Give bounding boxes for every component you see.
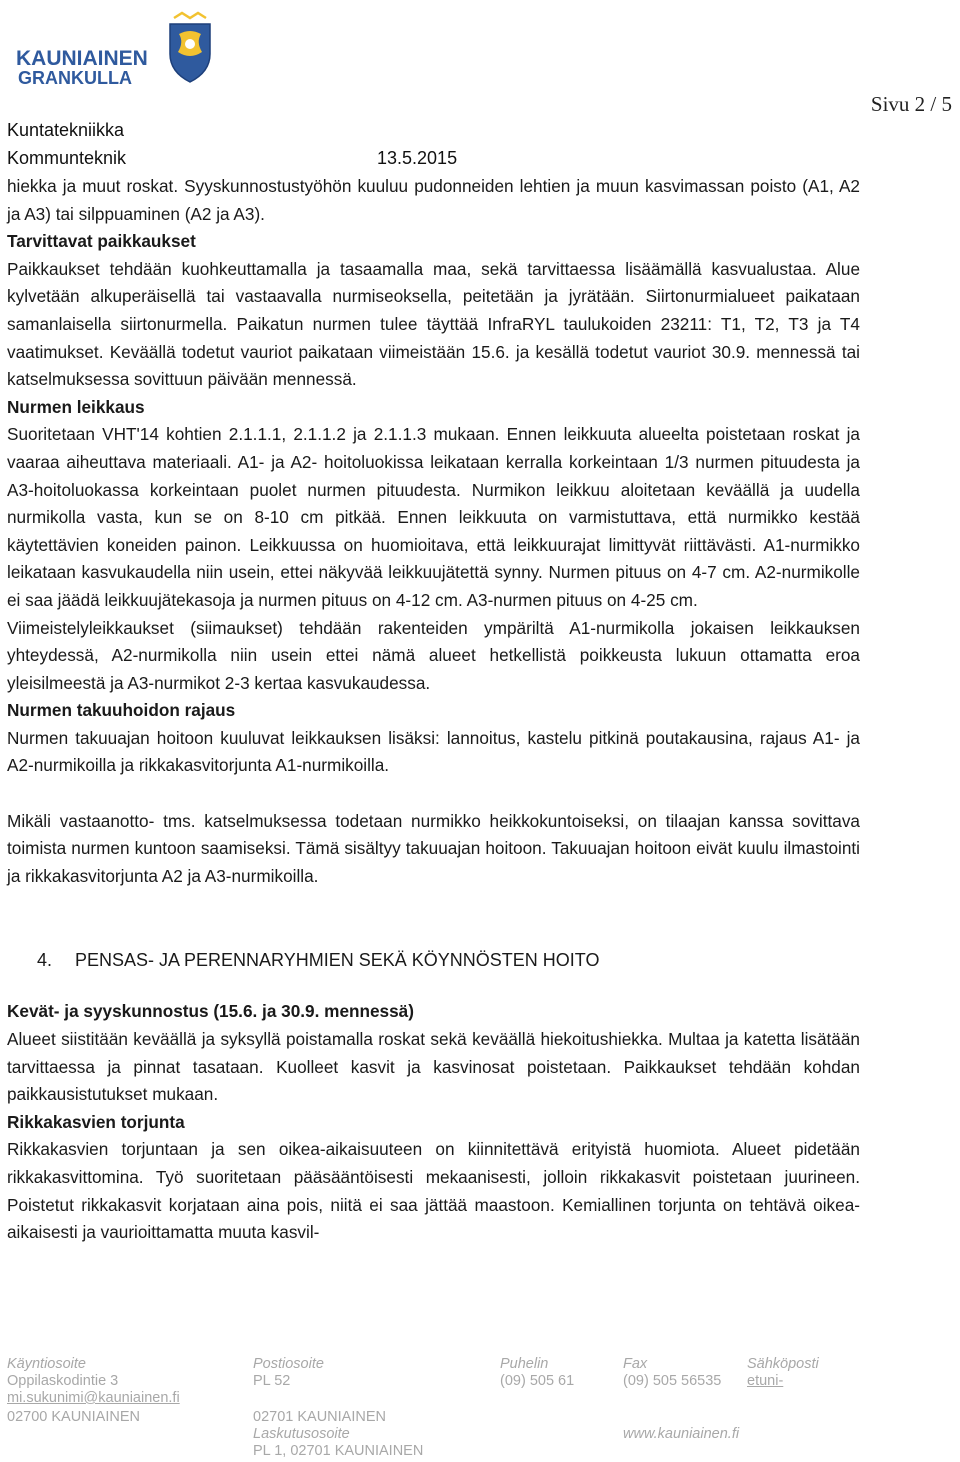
footer-fax-label: Fax: [623, 1356, 648, 1372]
heading-weed-control: Rikkakasvien torjunta: [7, 1111, 185, 1132]
footer-post-box: PL 52: [253, 1373, 291, 1389]
logo-text-line1: KAUNIAINEN: [16, 47, 148, 70]
header-department-fi: Kuntatekniikka: [7, 120, 125, 140]
header-department-sv-row: [7, 148, 458, 169]
section-title: PENSAS- JA PERENNARYHMIEN SEKÄ KÖYNNÖSTEN HOITO: [75, 950, 600, 971]
paragraph-inspection: Mikäli vastaanotto- tms. katselmuksessa todetaan nurmikko heikkokuntoiseksi, on tilaajan kanssa sovittava toimista nurmen kuntoon saamiseksi. Tämä sisältyy takuuajan hoitoon. Takuuajan hoitoon eivät kuulu ilmastointi ja rikkakasvitorjunta A2 ja A3-nurmikoilla.: [7, 810, 860, 886]
footer-phone-label: Puhelin: [500, 1356, 549, 1372]
header-department: [7, 120, 124, 141]
page-number: Sivu 2 / 5: [870, 92, 952, 116]
municipal-logo: [6, 10, 226, 90]
header-department-sv: Kommunteknik: [7, 148, 127, 168]
paragraph-mowing: Suoritetaan VHT'14 kohtien 2.1.1.1, 2.1.1.2 ja 2.1.1.3 mukaan. Ennen leikkuuta alueelta poistetaan roskat ja vaaraa aiheuttava materiaali. A1- ja A2- hoitoluokissa leikataan kerralla korkeintaan 1/3 nurmen pituudesta ja A3-hoitoluokassa korkeintaan puolet nurmen pituudesta. Nurmikon leikkuu aloitetaan keväällä ja uudella nurmikolla vasta, kun se on 8-10 cm pitkää. Ennen leikkuuta on varmistuttava, että nurmikko kestää käytettävien koneiden painon. Leikkuussa on huomioitava, että leikkuurajat limittyvät riittävästi. A1-nurmikko leikataan kasvukaudella niin usein, ettei näkyvää leikkuujätettä synny. Nurmen pituus on 4-7 cm. A2-nurmikolle ei saa jäädä leikkuujätekasoja ja nurmen pituus on 4-12 cm. A3-nurmen pituus on 4-25 cm.: [7, 424, 860, 610]
section-heading: [7, 945, 860, 975]
footer-email-address-end[interactable]: mi.sukunimi@kauniainen.fi: [7, 1390, 180, 1406]
paragraph-patching: Paikkaukset tehdään kuohkeuttamalla ja tasaamalla maa, sekä tarvittaessa lisäämällä kasvualustaa. Alue kylvetään alkuperäisellä tai vastaavalla nurmiseoksella, peitetään ja jyrätään. Siirtonurmialueet paikataan samanlaisella siirtonurmella. Paikatun nurmen tulee täyttää InfraRYL taulukoiden 23211: T1, T2, T3 ja T4 vaatimukset. Keväällä todetut vauriot paikataan viimeistään 15.6. ja kesällä todetut vauriot 30.9. mennessä tai katselmuksessa sovittuun päivään mennessä.: [7, 258, 860, 390]
footer-email-label: Sähköposti: [747, 1356, 819, 1372]
page-footer: [7, 1356, 957, 1462]
paragraph-warranty: Nurmen takuuajan hoitoon kuuluvat leikkauksen lisäksi: lannoitus, kastelu pitkinä poutakausina, rajaus A1- ja A2-nurmikoilla ja rikkakasvitorjunta A1-nurmikoilla.: [7, 727, 860, 776]
footer-invoice-address: PL 1, 02701 KAUNIAINEN: [253, 1443, 424, 1459]
footer-post-city: 02701 KAUNIAINEN: [253, 1409, 386, 1425]
spacer: [7, 780, 860, 808]
document-body: [7, 173, 860, 1247]
footer-visit-label: Käyntiosoite: [7, 1356, 86, 1372]
coat-of-arms-icon: [170, 13, 210, 82]
spacer: [7, 975, 860, 998]
logo-text-line2: GRANKULLA: [18, 68, 132, 88]
footer-phone: (09) 505 61: [500, 1373, 575, 1389]
header-date: 13.5.2015: [377, 148, 458, 168]
footer-email-address-start[interactable]: etuni-: [747, 1373, 784, 1389]
footer-fax: (09) 505 56535: [623, 1373, 722, 1389]
footer-post-label: Postiosoite: [253, 1356, 324, 1372]
paragraph-trimming: Viimeistelyleikkaukset (siimaukset) tehdään rakenteiden ympäriltä A1-nurmikolla jokaisen leikkauksen yhteydessä, A2-nurmikolla niin usein ettei nämä alueet hetkellistä poikkeusta lukuun ottamatta eroa yleisilmeestä ja A3-nurmikot 2-3 kertaa kasvukaudessa.: [7, 617, 860, 693]
paragraph-continued: hiekka ja muut roskat. Syyskunnostustyöhön kuuluu pudonneiden lehtien ja muun kasvimassan poisto (A1, A2 ja A3) tai silppuaminen (A2 ja A3).: [7, 176, 860, 224]
section-number: 4.: [37, 950, 53, 971]
heading-mowing: Nurmen leikkaus: [7, 396, 145, 417]
footer-website-link[interactable]: www.kauniainen.fi: [623, 1426, 740, 1442]
heading-warranty: Nurmen takuuhoidon rajaus: [7, 700, 236, 721]
footer-visit-street: Oppilaskodintie 3: [7, 1373, 119, 1389]
paragraph-weed-control: Rikkakasvien torjuntaan ja sen oikea-aikaisuuteen on kiinnitettävä erityistä huomiota. Alueet pidetään rikkakasvittomina. Työ suoritetaan pääsääntöisesti mekaanisesti, jolloin rikkakasvit poistetaan juurineen. Poistetut rikkakasvit korjataan aina pois, niitä ei saa jättää maastoon. Kemiallinen torjunta on tehtävä oikea-aikaisesti ja vaurioittamatta muuta kasvil-: [7, 1139, 860, 1243]
spacer: [7, 890, 860, 945]
footer-invoice-label: Laskutusosoite: [253, 1426, 350, 1442]
heading-patching: Tarvittavat paikkaukset: [7, 231, 196, 252]
paragraph-seasonal-maintenance: Alueet siistitään keväällä ja syksyllä poistamalla roskat sekä keväällä hiekoitushiekka. Multaa ja katetta lisätään tarvittaessa ja pinnat tasataan. Kuolleet kasvit ja kasvinosat poistetaan. Paikkaukset tehdään kohdan paikkausistutukset mukaan.: [7, 1029, 860, 1105]
heading-seasonal-maintenance: Kevät- ja syyskunnostus (15.6. ja 30.9. mennessä): [7, 1001, 414, 1022]
footer-visit-city: 02700 KAUNIAINEN: [7, 1409, 140, 1425]
